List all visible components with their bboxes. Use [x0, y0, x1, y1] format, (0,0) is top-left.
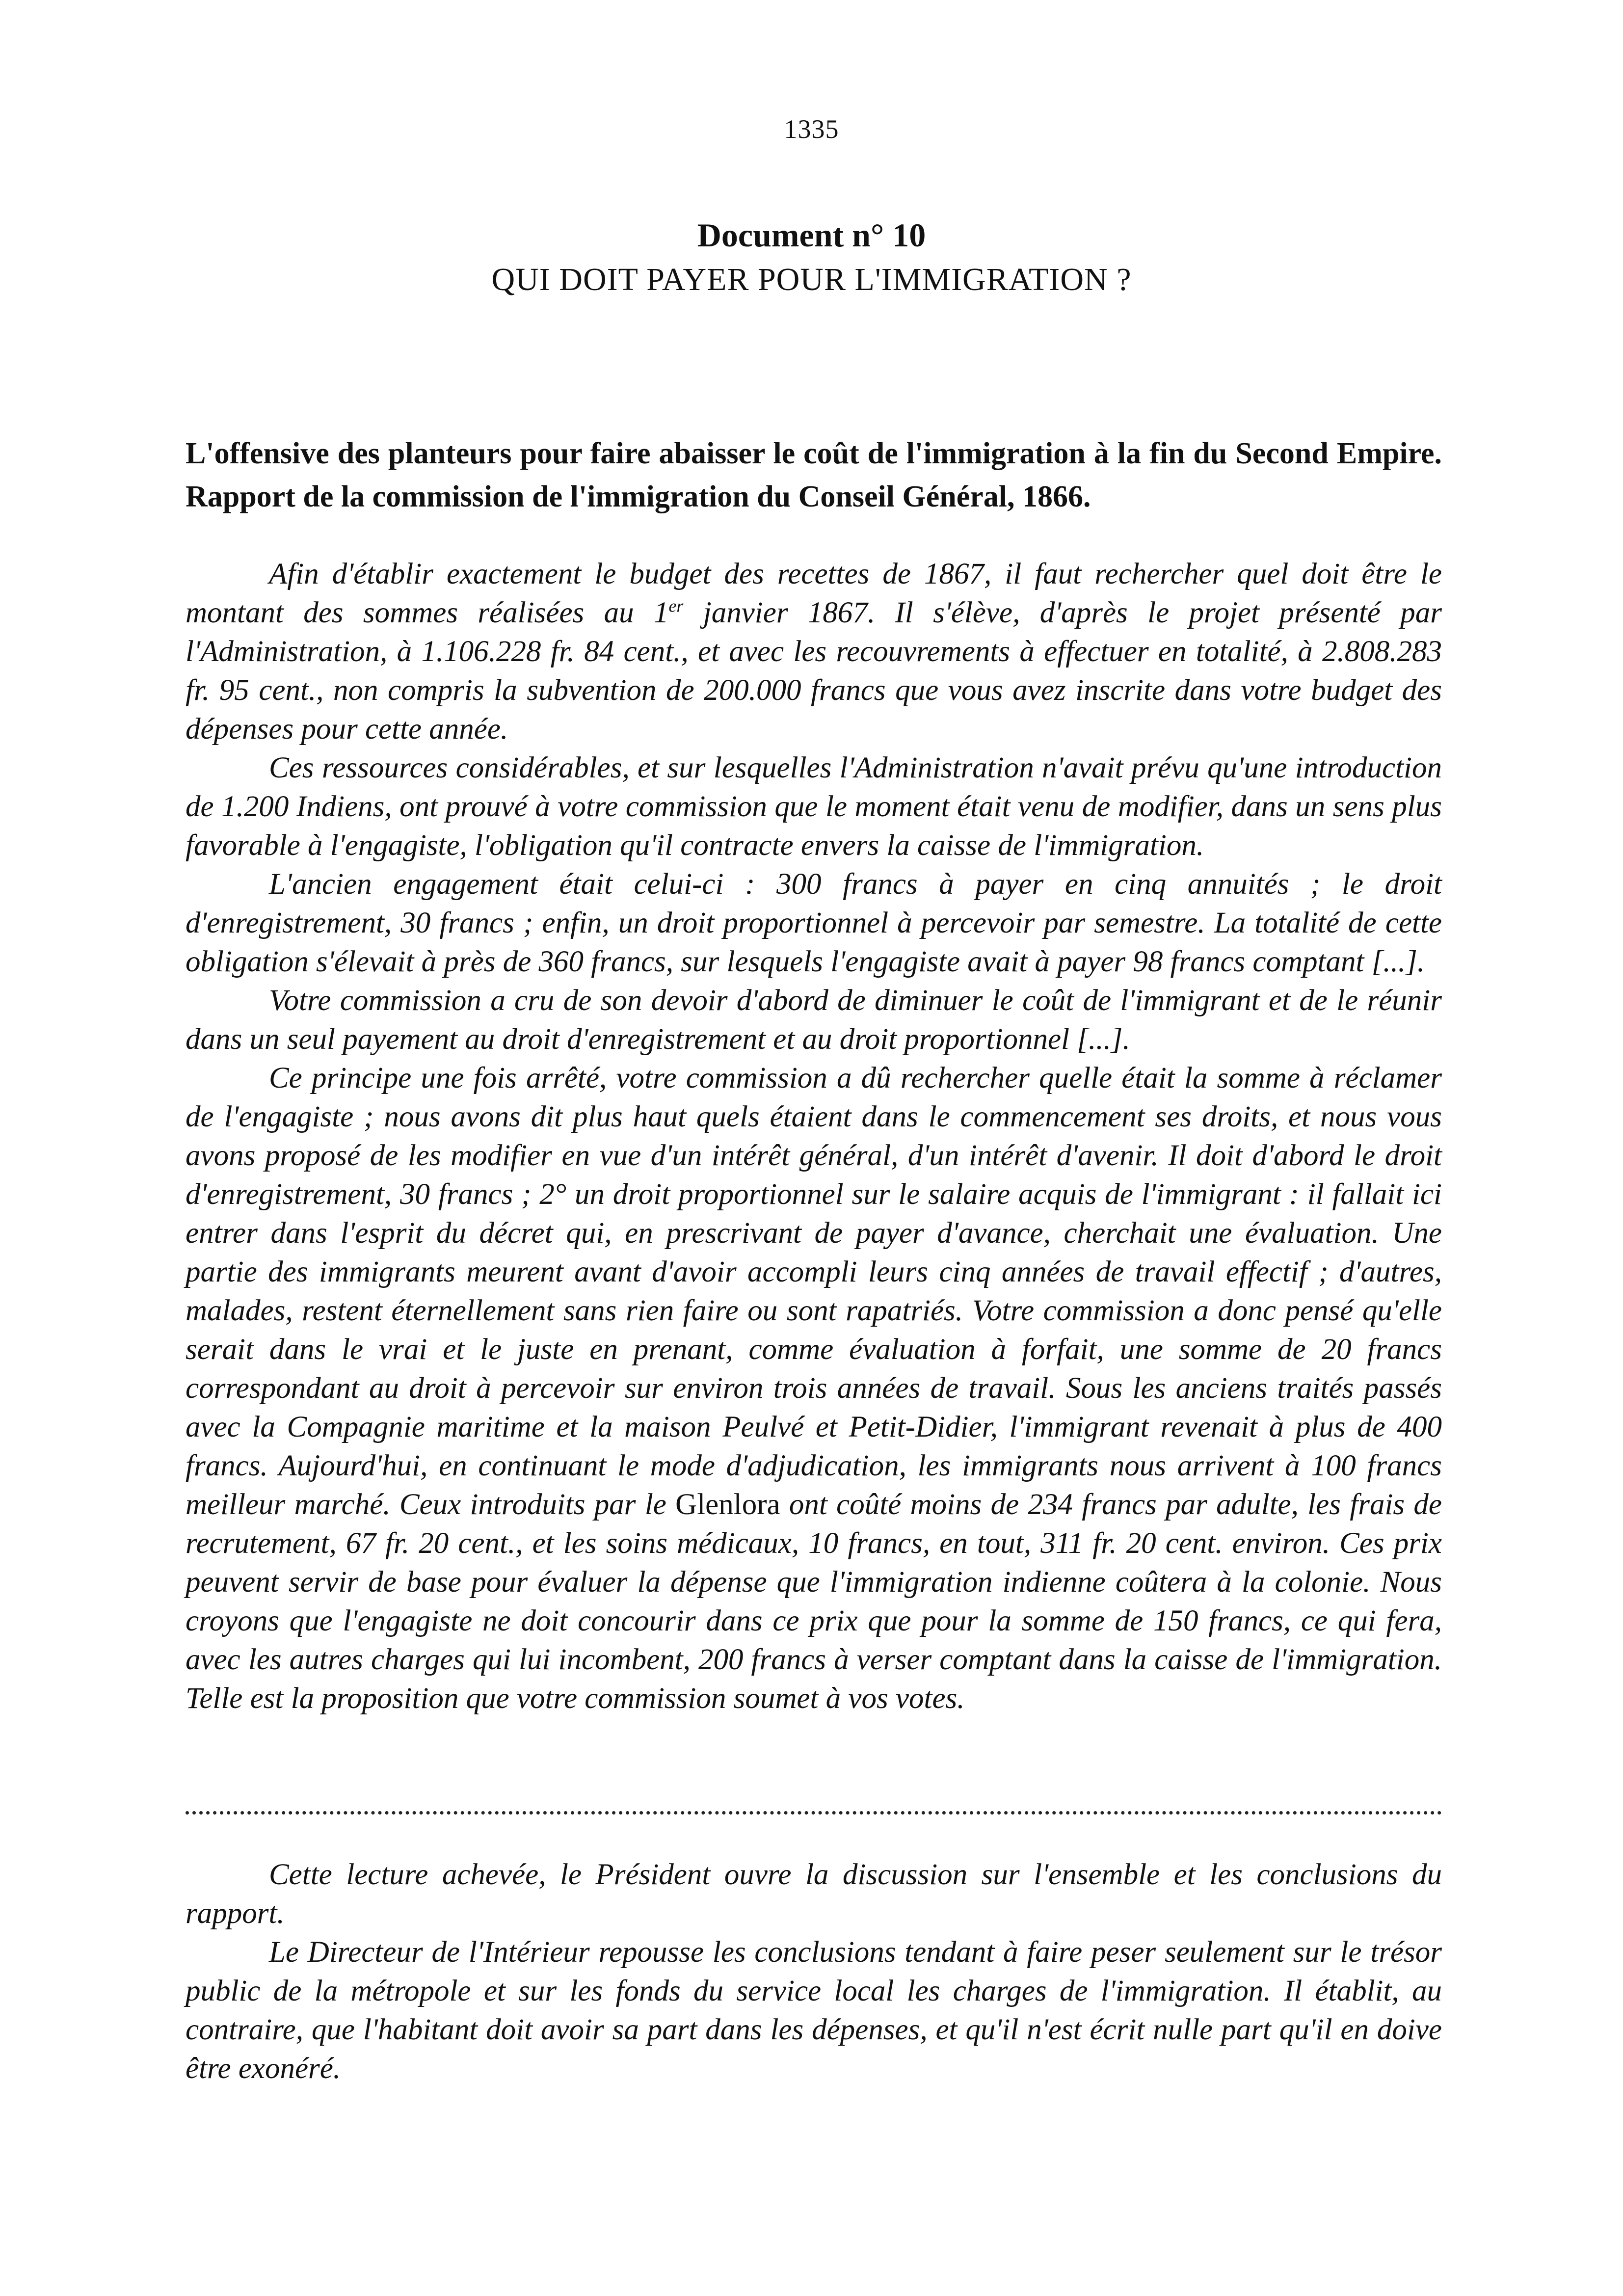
paragraph-1-part-b: janvier 1867. Il s'élève, d'après le projet présenté par l'Administration, à 1.106.228 fr. 84 cent., et avec les recouvrements à effectuer en totalité, à 2.808.283 fr. 95 cent., non compris la subvention de 200.000 francs que vous avez inscrite dans votre budget des dépenses pour cette année. [186, 596, 1442, 746]
ship-name: Glenlora [675, 1488, 780, 1521]
paragraph-5-part-b: ont coûté moins de 234 francs par adulte, les frais de recrutement, 67 fr. 20 cent., et les soins médicaux, 10 francs, en tout, 311 fr. 20 cent. environ. Ces prix peuvent servir de base pour évaluer la dépense que l'immigration indienne coûtera à la colonie. Nous croyons que l'engagiste ne doit concourir dans ce prix que pour la somme de 150 francs, ce qui fera, avec les autres charges qui lui incombent, 200 francs à verser comptant dans la caisse de l'immigration. Telle est la proposition que votre commission soumet à vos votes. [186, 1488, 1442, 1715]
superscript-er: er [668, 596, 684, 616]
paragraph-1 [186, 555, 1442, 748]
dotted-separator [186, 1811, 1442, 1815]
paragraph-3: L'ancien engagement était celui-ci : 300 francs à payer en cinq annuités ; le droit d'enregistrement, 30 francs ; enfin, un droit proportionnel à percevoir par semestre. La totalité de cette obligation s'élevait à près de 360 francs, sur lesquels l'engagiste avait à payer 98 francs comptant [...]. [186, 868, 1442, 978]
paragraph-5-part-a: Ce principe une fois arrêté, votre commission a dû rechercher quelle était la somme à réclamer de l'engagiste ; nous avons dit plus haut quels étaient dans le commencement ses droits, et nous vous avons proposé de les modifier en vue d'un intérêt général, d'un intérêt d'avenir. Il doit d'abord le droit d'enregistrement, 30 francs ; 2° un droit proportionnel sur le salaire acquis de l'immigrant : il fallait ici entrer dans l'esprit du décret qui, en prescrivant de payer d'avance, cherchait une évaluation. Une partie des immigrants meurent avant d'avoir accompli leurs cinq années de travail effectif ; d'autres, malades, restent éternellement sans rien faire ou sont rapatriés. Votre commission a donc pensé qu'elle serait dans le vrai et le juste en prenant, comme évaluation à forfait, une somme de 20 francs correspondant au droit à percevoir sur environ trois années de travail. Sous les anciens traités passés avec la Compagnie maritime et la maison Peulvé et Petit-Didier, l'immigrant revenait à plus de 400 francs. Aujourd'hui, en continuant le mode d'adjudication, les immigrants nous arrivent à 100 francs meilleur marché. Ceux introduits par le [186, 1062, 1442, 1521]
paragraph-4: Votre commission a cru de son devoir d'abord de diminuer le coût de l'immigrant et de le réunir dans un seul payement au droit d'enregistrement et au droit proportionnel [...]. [186, 984, 1442, 1056]
report-body [186, 555, 1442, 1718]
discussion-body [186, 1855, 1442, 2088]
page-number: 1335 [784, 114, 839, 144]
document-subtitle: QUI DOIT PAYER POUR L'IMMIGRATION ? [491, 262, 1132, 297]
paragraph-1-part-a: Afin d'établir exactement le budget des recettes de 1867, il faut rechercher quel doit être le montant des sommes réalisées au 1 [186, 558, 1442, 629]
intro-heading: L'offensive des planteurs pour faire abaisser le coût de l'immigration à la fin du Second Empire. Rapport de la commission de l'immigration du Conseil Général, 1866. [186, 437, 1442, 513]
paragraph-5 [186, 1059, 1442, 1718]
paragraph-2: Ces ressources considérables, et sur lesquelles l'Administration n'avait prévu qu'une introduction de 1.200 Indiens, ont prouvé à votre commission que le moment était venu de modifier, dans un sens plus favorable à l'engagiste, l'obligation qu'il contracte envers la caisse de l'immigration. [186, 751, 1442, 862]
paragraph-7: Le Directeur de l'Intérieur repousse les conclusions tendant à faire peser seulement sur le trésor public de la métropole et sur les fonds du service local les charges de l'immigration. Il établit, au contraire, que l'habitant doit avoir sa part dans les dépenses, et qu'il n'est écrit nulle part qu'il en doive être exonéré. [186, 1936, 1442, 2085]
paragraph-6: Cette lecture achevée, le Président ouvre la discussion sur l'ensemble et les conclusions du rapport. [186, 1858, 1442, 1930]
document-title: Document n° 10 [697, 216, 926, 254]
